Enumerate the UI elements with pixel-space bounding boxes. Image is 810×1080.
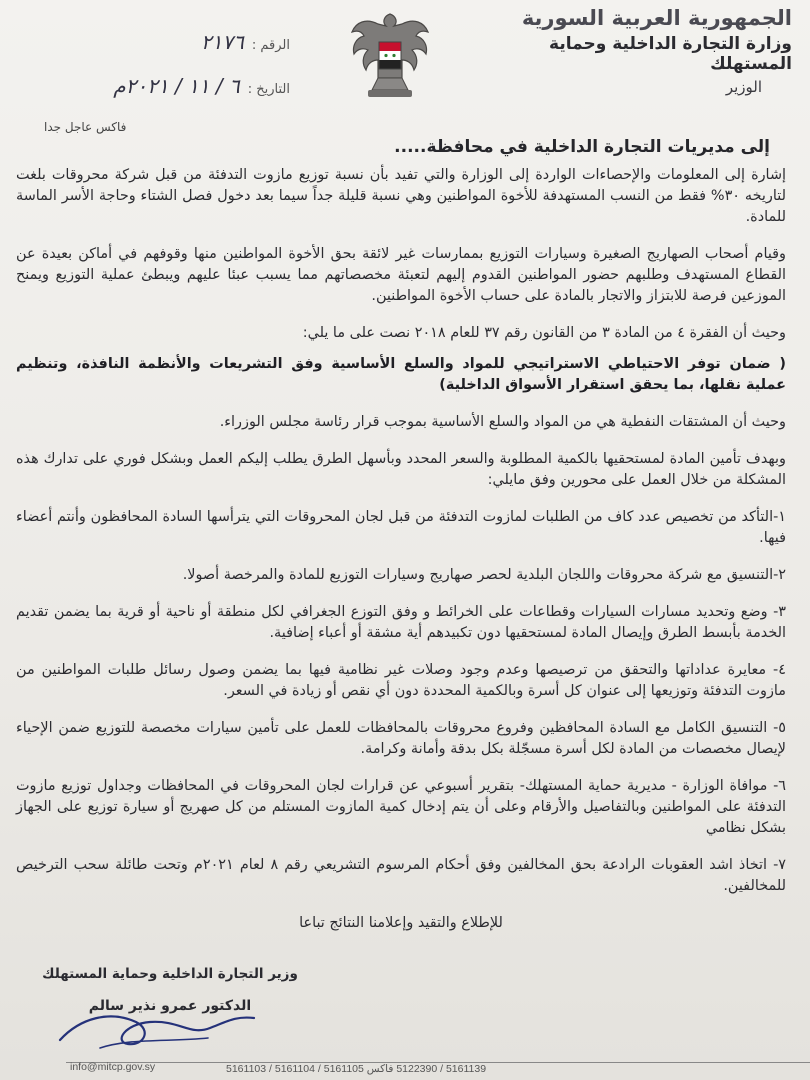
syrian-eagle-emblem-icon bbox=[348, 8, 432, 104]
footer-phones: 5161139 / 5122390 فاكس 5161105 / 5161104 / 5161103 bbox=[226, 1063, 487, 1075]
list-item-3: ٣- وضع وتحديد مسارات السيارات وقطاعات على الخرائط و وفق التوزع الجغرافي لكل منطقة أو ناحية أو قرية بما يضمن تقديم الخدمة بأبسط الطرق وإيصال المادة لمستحقيها دون تكبيدهم أية مشقة أو أعباء إضافية. bbox=[16, 604, 786, 641]
list-item-4: ٤- معايرة عداداتها والتحقق من ترصيصها وعدم وجود وصلات غير نظامية فيها بما يضمن وصول رسائل طلبات المواطنين من مازوت التدفئة وتوزيعها إلى عنوان كل أسرة وبالكمية المحددة دون أي نقص أو زيادة في السعر. bbox=[16, 662, 786, 699]
paragraph-derivatives: وحيث أن المشتقات النفطية هي من المواد والسلع الأساسية بموجب قرار رئاسة مجلس الوزراء. bbox=[219, 414, 786, 430]
list-item-1: ١-التأكد من تخصيص عدد كاف من الطلبات لمازوت التدفئة من قبل لجان المحروقات التي يترأسها السادة المحافظون وأنتم أعضاء فيها. bbox=[16, 509, 786, 546]
fax-urgent-note: فاكس عاجل جدا bbox=[44, 120, 127, 134]
reference-number-label: الرقم : bbox=[251, 38, 290, 53]
list-item-2: ٢-التنسيق مع شركة محروقات واللجان البلدية لحصر صهاريج وسيارات التوزيع للمادة والمرخصة أصولا. bbox=[182, 567, 786, 583]
reference-block bbox=[90, 30, 290, 98]
paragraph-request: وبهدف تأمين المادة لمستحقيها بالكمية المطلوبة والسعر المحدد وبأسهل الطرق يطلب إليكم العمل وبشكل فوري على تدارك هذه المشكلة من خلال العمل على محورين وفق مايلي: bbox=[16, 451, 786, 488]
letter-body bbox=[16, 165, 786, 950]
letterhead-ministry bbox=[492, 6, 792, 96]
reference-date-label: التاريخ : bbox=[247, 82, 290, 97]
office-name: الوزير bbox=[725, 78, 762, 96]
signer-title: وزير التجارة الداخلية وحماية المستهلك bbox=[42, 966, 298, 982]
closing-line: للإطلاع والتقيد وإعلامنا النتائج تباعا bbox=[299, 915, 503, 931]
paragraph-practices: وقيام أصحاب الصهاريج الصغيرة وسيارات التوزيع بممارسات غير لائقة بحق الأخوة المواطنين منها وقوفهم في أماكن بعيدة عن القطاع المستهدف وطلبهم حضور المواطنين القدوم إليهم لتعبئة مخصصاتهم مما يسبب عبئا عليهم ويبطئ عملية التوزيع ويمنح الموزعين فرصة للابتزاز والاتجار بالمادة على حساب الأخوة المواطنين. bbox=[16, 246, 786, 304]
paragraph-law-reference: وحيث أن الفقرة ٤ من المادة ٣ من القانون رقم ٣٧ للعام ٢٠١٨ نصت على ما يلي: bbox=[302, 325, 786, 341]
reference-date-row bbox=[90, 74, 290, 98]
reference-number-value: ٢١٧٦ bbox=[200, 30, 244, 54]
reference-number-row bbox=[90, 30, 290, 54]
list-item-7: ٧- اتخاذ اشد العقوبات الرادعة بحق المخالفين وفق أحكام المرسوم التشريعي رقم ٨ لعام ٢٠٢١م وتحت طائلة سحب الترخيص للمخالفين. bbox=[16, 857, 786, 894]
paragraph-intro: إشارة إلى المعلومات والإحصاءات الواردة إلى الوزارة والتي تفيد بأن نسبة توزيع مازوت التدفئة من قبل شركة محروقات بلغت لتاريخه ٣٠% فقط من النسب المستهدفة للأخوة المواطنين وهي نسبة قليلة جداً سيما بعد دخول فصل الشتاء وحاجة الأسر الماسة للمادة. bbox=[16, 167, 786, 225]
addressee-line: إلى مديريات التجارة الداخلية في محافظة..... bbox=[394, 137, 770, 157]
reference-date-value: ٦ / ١١ / ٢٠٢١م bbox=[113, 74, 240, 98]
ministry-name: وزارة التجارة الداخلية وحماية المستهلك bbox=[549, 34, 792, 74]
signer-name: الدكتور عمرو نذير سالم bbox=[88, 998, 252, 1014]
paragraph-law-quote: ( ضمان توفر الاحتياطي الاستراتيجي للمواد والسلع الأساسية وفق التشريعات والأنظمة النافذة، وتنظيم عملية نقلها، بما يحقق استقرار الأسواق الداخلية) bbox=[16, 356, 786, 393]
footer-email: info@mitcp.gov.sy bbox=[70, 1061, 156, 1073]
handwritten-signature-icon bbox=[40, 988, 280, 1058]
list-item-6: ٦- موافاة الوزارة - مديرية حماية المستهلك- بتقرير أسبوعي عن قرارات لجان المحروقات في المحافظات وجداول توزيع مازوت التدفئة على المواطنين وبالتفاصيل والأرقام وعلى أن يتم إدخال كمية المازوت المستلم من كل صهريج أو سيارة توزيع على الجهاز بشكل نظامي bbox=[16, 778, 786, 836]
republic-name: الجمهورية العربية السورية bbox=[521, 6, 792, 30]
list-item-5: ٥- التنسيق الكامل مع السادة المحافظين وفروع محروقات بالمحافظات للعمل على تأمين سيارات مخصصة للتوزيع ضمن الإحياء لإيصال مخصصات من المادة لكل أسرة مسجّلة بكل بدقة وأمانة وكرامة. bbox=[16, 720, 786, 757]
